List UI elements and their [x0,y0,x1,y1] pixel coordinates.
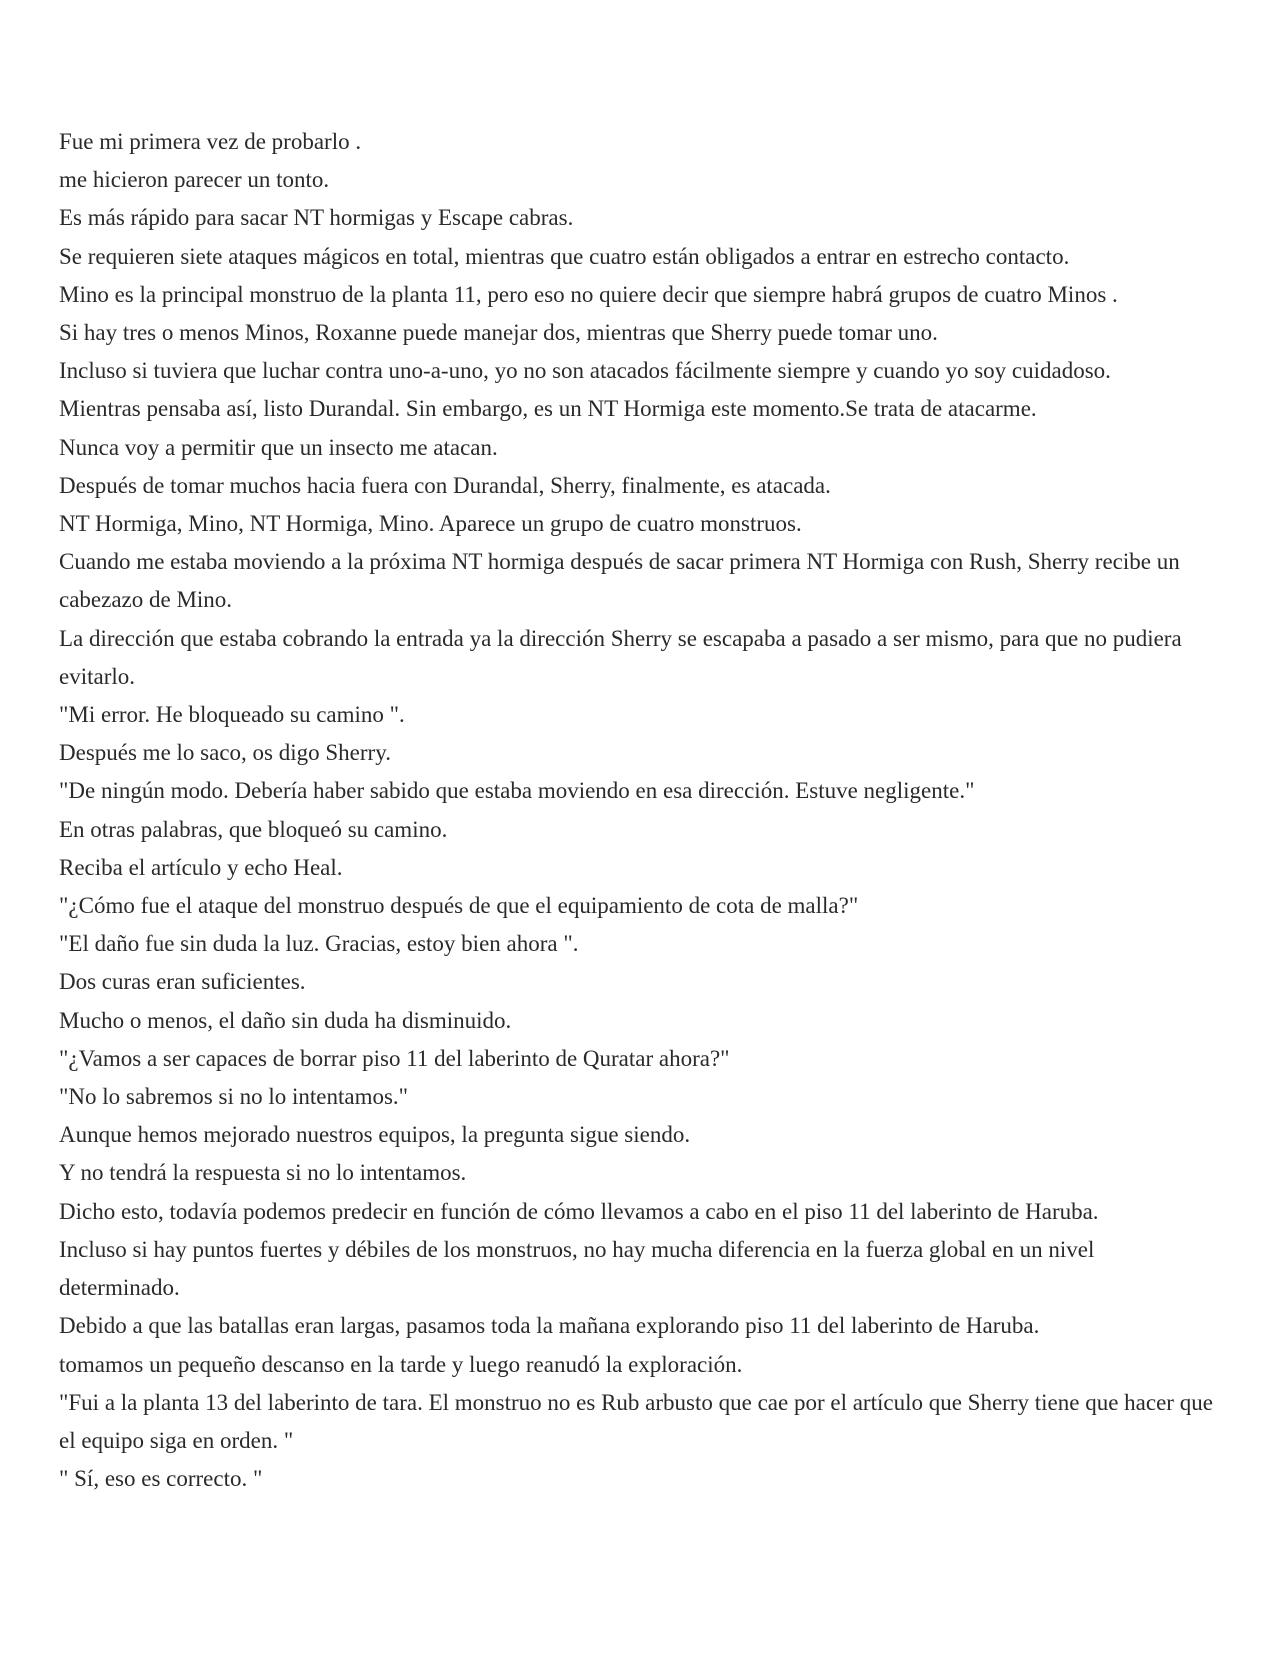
paragraph: En otras palabras, que bloqueó su camino. [59,816,448,842]
paragraph: Dicho esto, todavía podemos predecir en función de cómo llevamos a cabo en el piso 11 del laberinto de Haruba. [59,1198,1099,1224]
paragraph: Después de tomar muchos hacia fuera con Durandal, Sherry, finalmente, es atacada. [59,472,831,498]
paragraph: tomamos un pequeño descanso en la tarde y luego reanudó la exploración. [59,1351,743,1377]
paragraph: Cuando me estaba moviendo a la próxima NT hormiga después de sacar primera NT Hormiga con Rush, Sherry recibe un cabezazo de Mino. [59,549,1180,613]
paragraph: Incluso si hay puntos fuertes y débiles de los monstruos, no hay mucha diferencia en la fuerza global en un nivel determinado. [59,1236,1095,1301]
paragraph: Mino es la principal monstruo de la planta 11, pero eso no quiere decir que siempre habrá grupos de cuatro Minos . [59,281,1118,307]
paragraph: Es más rápido para sacar NT hormigas y Escape cabras. [59,205,574,231]
paragraph: "Fui a la planta 13 del laberinto de tara. El monstruo no es Rub arbusto que cae por el artículo que Sherry tiene que hacer que el equipo siga en orden. " [59,1389,1213,1453]
paragraph: Dos curas eran suficientes. [59,969,306,995]
paragraph: Se requieren siete ataques mágicos en total, mientras que cuatro están obligados a entrar en estrecho contacto. [59,243,1070,269]
paragraph: Y no tendrá la respuesta si no lo intentamos. [59,1160,467,1186]
paragraph: Aunque hemos mejorado nuestros equipos, la pregunta sigue siendo. [59,1122,691,1148]
body-text [59,123,1219,1498]
paragraph: Debido a que las batallas eran largas, pasamos toda la mañana explorando piso 11 del laberinto de Haruba. [59,1313,1040,1339]
paragraph: "El daño fue sin duda la luz. Gracias, estoy bien ahora ". [59,931,579,957]
paragraph: La dirección que estaba cobrando la entrada ya la dirección Sherry se escapaba a pasado a ser mismo, para que no pudiera evitarlo. [59,625,1182,689]
paragraph: " Sí, eso es correcto. " [59,1466,263,1492]
paragraph: NT Hormiga, Mino, NT Hormiga, Mino. Aparece un grupo de cuatro monstruos. [59,511,802,537]
paragraph: "Mi error. He bloqueado su camino ". [59,702,405,728]
paragraph: Mucho o menos, el daño sin duda ha disminuido. [59,1007,512,1033]
paragraph: Si hay tres o menos Minos, Roxanne puede manejar dos, mientras que Sherry puede tomar uno. [59,320,938,346]
paragraph: Mientras pensaba así, listo Durandal. Sin embargo, es un NT Hormiga este momento.Se trata de atacarme. [59,396,1037,422]
paragraph: "¿Vamos a ser capaces de borrar piso 11 del laberinto de Quratar ahora?" [59,1045,730,1071]
paragraph: Incluso si tuviera que luchar contra uno-a-uno, yo no son atacados fácilmente siempre y cuando yo soy cuidadoso. [59,358,1111,384]
paragraph: me hicieron parecer un tonto. [59,167,330,193]
paragraph: Nunca voy a permitir que un insecto me atacan. [59,434,498,460]
paragraph: "¿Cómo fue el ataque del monstruo después de que el equipamiento de cota de malla?" [59,893,859,919]
paragraph: Después me lo saco, os digo Sherry. [59,740,391,766]
paragraph: "De ningún modo. Debería haber sabido que estaba moviendo en esa dirección. Estuve negligente." [59,778,975,804]
paragraph: Reciba el artículo y echo Heal. [59,854,343,880]
paragraph: "No lo sabremos si no lo intentamos." [59,1084,409,1110]
paragraph: Fue mi primera vez de probarlo . [59,129,362,154]
